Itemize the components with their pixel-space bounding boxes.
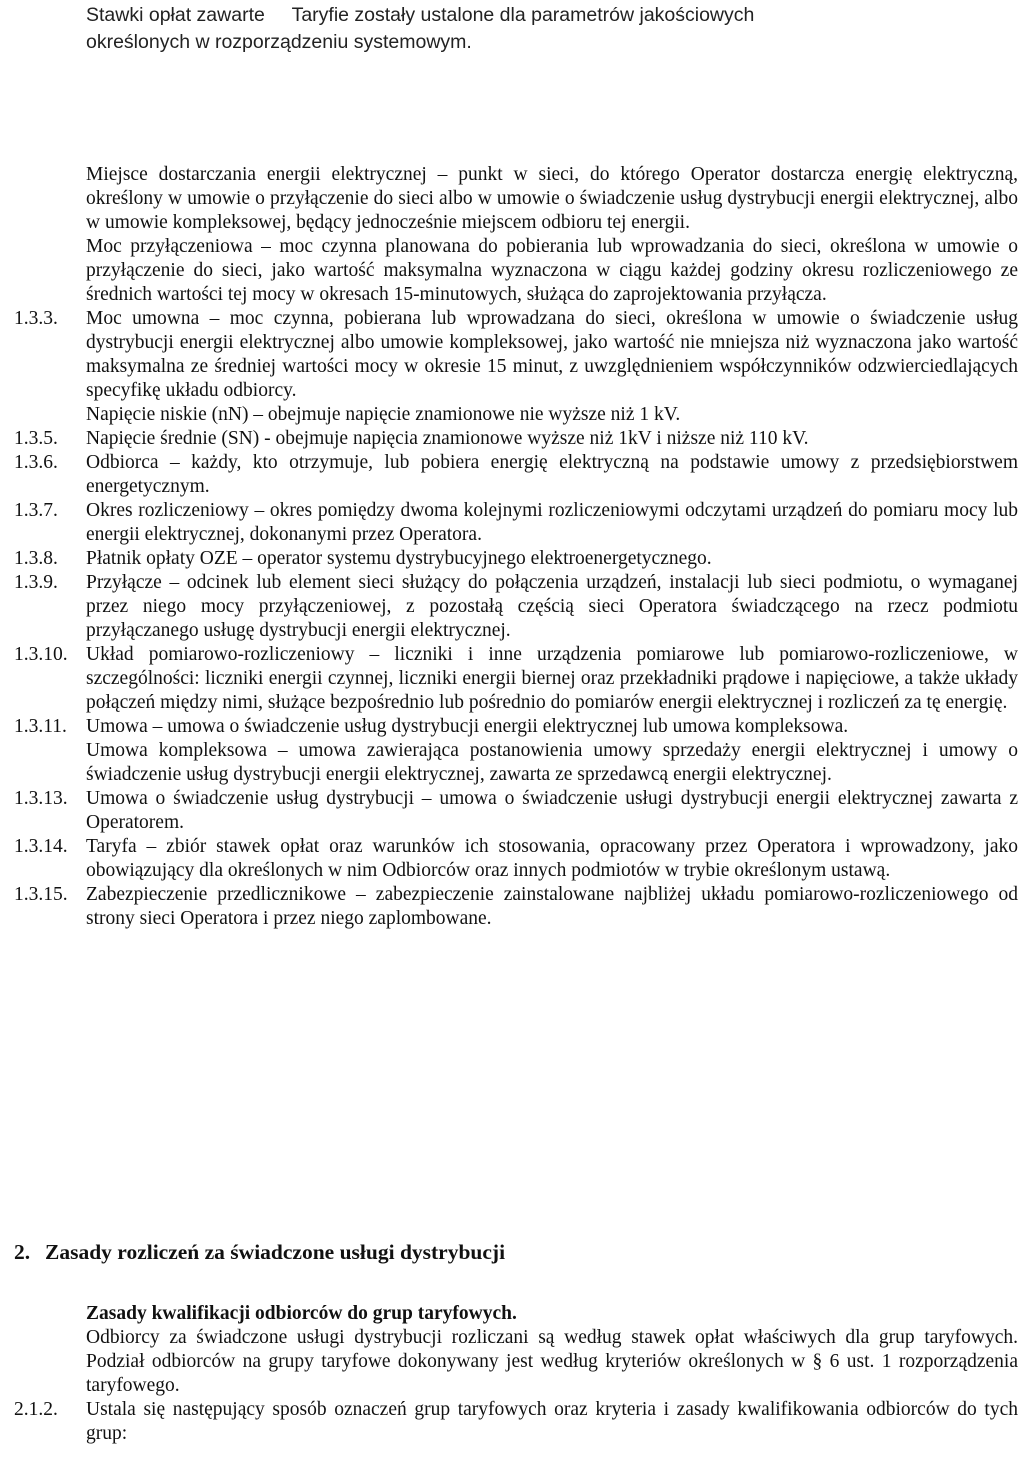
intro-paragraph (86, 2, 936, 56)
definition-number: 1.3.6. (14, 452, 58, 473)
definition-item (14, 163, 1018, 235)
definition-text: Napięcie niskie (nN) – obejmuje napięcie znamionowe nie wyższe niż 1 kV. (86, 404, 681, 425)
definition-number: 1.3.8. (14, 548, 58, 569)
definition-number: 1.3.15. (14, 884, 68, 905)
intro-line-1: Stawki opłat zawarte Taryfie zostały ustalone dla parametrów jakościowych (86, 4, 755, 26)
definition-item (14, 403, 1018, 427)
definition-text: Przyłącze – odcinek lub element sieci służący do połączenia urządzeń, instalacji lub sieci podmiotu, o wymaganej przez niego mocy przyłączeniowej, z pozostałą częścią sieci Operatora świadczącego na rzecz podmiotu przyłączanego usługę dystrybucji energii elektrycznej. (86, 572, 1018, 641)
definition-item (14, 307, 1018, 403)
definition-item (14, 499, 1018, 547)
section-heading (14, 1240, 505, 1265)
definition-text: Umowa kompleksowa – umowa zawierająca postanowienia umowy sprzedaży energii elektrycznej i umowy o świadczenie usług dystrybucji energii elektrycznej, zawarta ze sprzedawcą energii elektrycznej. (86, 740, 1018, 785)
definition-text: Płatnik opłaty OZE – operator systemu dystrybucyjnego elektroenergetycznego. (86, 548, 712, 569)
definition-text: Odbiorca – każdy, kto otrzymuje, lub pobiera energię elektryczną na podstawie umowy z przedsiębiorstwem energetycznym. (86, 452, 1018, 497)
definitions-list (14, 163, 1018, 931)
definition-text: Napięcie średnie (SN) - obejmuje napięcia znamionowe wyższe niż 1kV i niższe niż 110 kV. (86, 428, 809, 449)
definition-number (14, 163, 86, 235)
definition-number: 1.3.14. (14, 836, 68, 857)
subsection-item-number: 2.1.2. (14, 1399, 58, 1420)
section-title: Zasady rozliczeń za świadczone usługi dystrybucji (45, 1240, 506, 1264)
subsection-item-text: Ustala się następujący sposób oznaczeń grup taryfowych oraz kryteria i zasady kwalifikowania odbiorców do tych grup: (86, 1399, 1018, 1444)
definition-text: Umowa o świadczenie usług dystrybucji – umowa o świadczenie usługi dystrybucji energii elektrycznej zawarta z Operatorem. (86, 788, 1018, 833)
definition-text: Okres rozliczeniowy – okres pomiędzy dwoma kolejnymi rozliczeniowymi odczytami urządzeń do pomiaru mocy lub energii elektrycznej, dokonanymi przez Operatora. (86, 500, 1018, 545)
definition-item (14, 643, 1018, 715)
definition-number: 1.3.9. (14, 572, 58, 593)
subsection-paragraph-row (14, 1326, 1018, 1398)
subsection-paragraph: Odbiorcy za świadczone usługi dystrybucji rozliczani są według stawek opłat właściwych dla grup taryfowych. Podział odbiorców na grupy taryfowe dokonywany jest według kryteriów określonych w § 6 ust. 1 rozporządzenia taryfowego. (86, 1327, 1018, 1396)
definition-number: 1.3.13. (14, 788, 68, 809)
definition-text: Zabezpieczenie przedlicznikowe – zabezpieczenie zainstalowane najbliżej układu pomiarowo-rozliczeniowego od strony sieci Operatora i przez niego zaplombowane. (86, 884, 1018, 929)
subsection-item (14, 1398, 1018, 1446)
definition-number: 1.3.10. (14, 644, 68, 665)
definition-item (14, 739, 1018, 787)
definition-item (14, 835, 1018, 883)
definition-text: Taryfa – zbiór stawek opłat oraz warunków ich stosowania, opracowany przez Operatora i wprowadzony, jako obowiązujący dla określonych w nim Odbiorców oraz innych podmiotów w trybie określonym ustawą. (86, 836, 1018, 881)
definition-number (14, 403, 86, 427)
definition-number: 1.3.7. (14, 500, 58, 521)
definition-number (14, 739, 86, 787)
definition-item (14, 451, 1018, 499)
section-number: 2. (14, 1240, 31, 1264)
subsection (14, 1302, 1018, 1446)
definition-text: Miejsce dostarczania energii elektrycznej – punkt w sieci, do którego Operator dostarcza energię elektryczną, określony w umowie o przyłączenie do sieci albo w umowie o świadczenie usług dystrybucji energii elektrycznej, albo w umowie kompleksowej, będący jednocześnie miejscem odbioru tej energii. (86, 164, 1018, 233)
definition-text: Układ pomiarowo-rozliczeniowy – liczniki i inne urządzenia pomiarowe lub pomiarowo-rozliczeniowe, w szczególności: liczniki energii czynnej, liczniki energii biernej oraz przekładniki prądowe i napięciowe, a także układy połączeń między nimi, służące bezpośrednio lub pośrednio do pomiarów energii elektrycznej i rozliczeń za tę energię. (86, 644, 1018, 713)
definition-number: 1.3.5. (14, 428, 58, 449)
definition-item (14, 235, 1018, 307)
definition-item (14, 883, 1018, 931)
definition-item (14, 547, 1018, 571)
definition-item (14, 787, 1018, 835)
subsection-heading: Zasady kwalifikacji odbiorców do grup taryfowych. (86, 1303, 517, 1324)
subsection-heading-row (14, 1302, 1018, 1326)
definition-number (14, 235, 86, 307)
definition-text: Umowa – umowa o świadczenie usług dystrybucji energii elektrycznej lub umowa kompleksowa. (86, 716, 849, 737)
definition-text: Moc umowna – moc czynna, pobierana lub wprowadzana do sieci, określona w umowie o świadczenie usług dystrybucji energii elektrycznej albo umowie kompleksowej, jako wartość nie mniejsza niż wyznaczona jako wartość maksymalna ze średniej wartości mocy w okresie 15 minut, z uwzględnieniem współczynników odzwierciedlających specyfikę układu odbiorcy. (86, 308, 1018, 401)
definition-text: Moc przyłączeniowa – moc czynna planowana do pobierania lub wprowadzania do sieci, określona w umowie o przyłączenie do sieci, jako wartość maksymalna wyznaczona w ciągu każdej godziny okresu rozliczeniowego ze średnich wartości tej mocy w okresach 15-minutowych, służąca do zaprojektowania przyłącza. (86, 236, 1018, 305)
definition-item (14, 715, 1018, 739)
definition-number: 1.3.3. (14, 308, 58, 329)
definition-item (14, 427, 1018, 451)
definition-number: 1.3.11. (14, 716, 67, 737)
intro-line-2: określonych w rozporządzeniu systemowym. (86, 31, 472, 53)
definition-item (14, 571, 1018, 643)
